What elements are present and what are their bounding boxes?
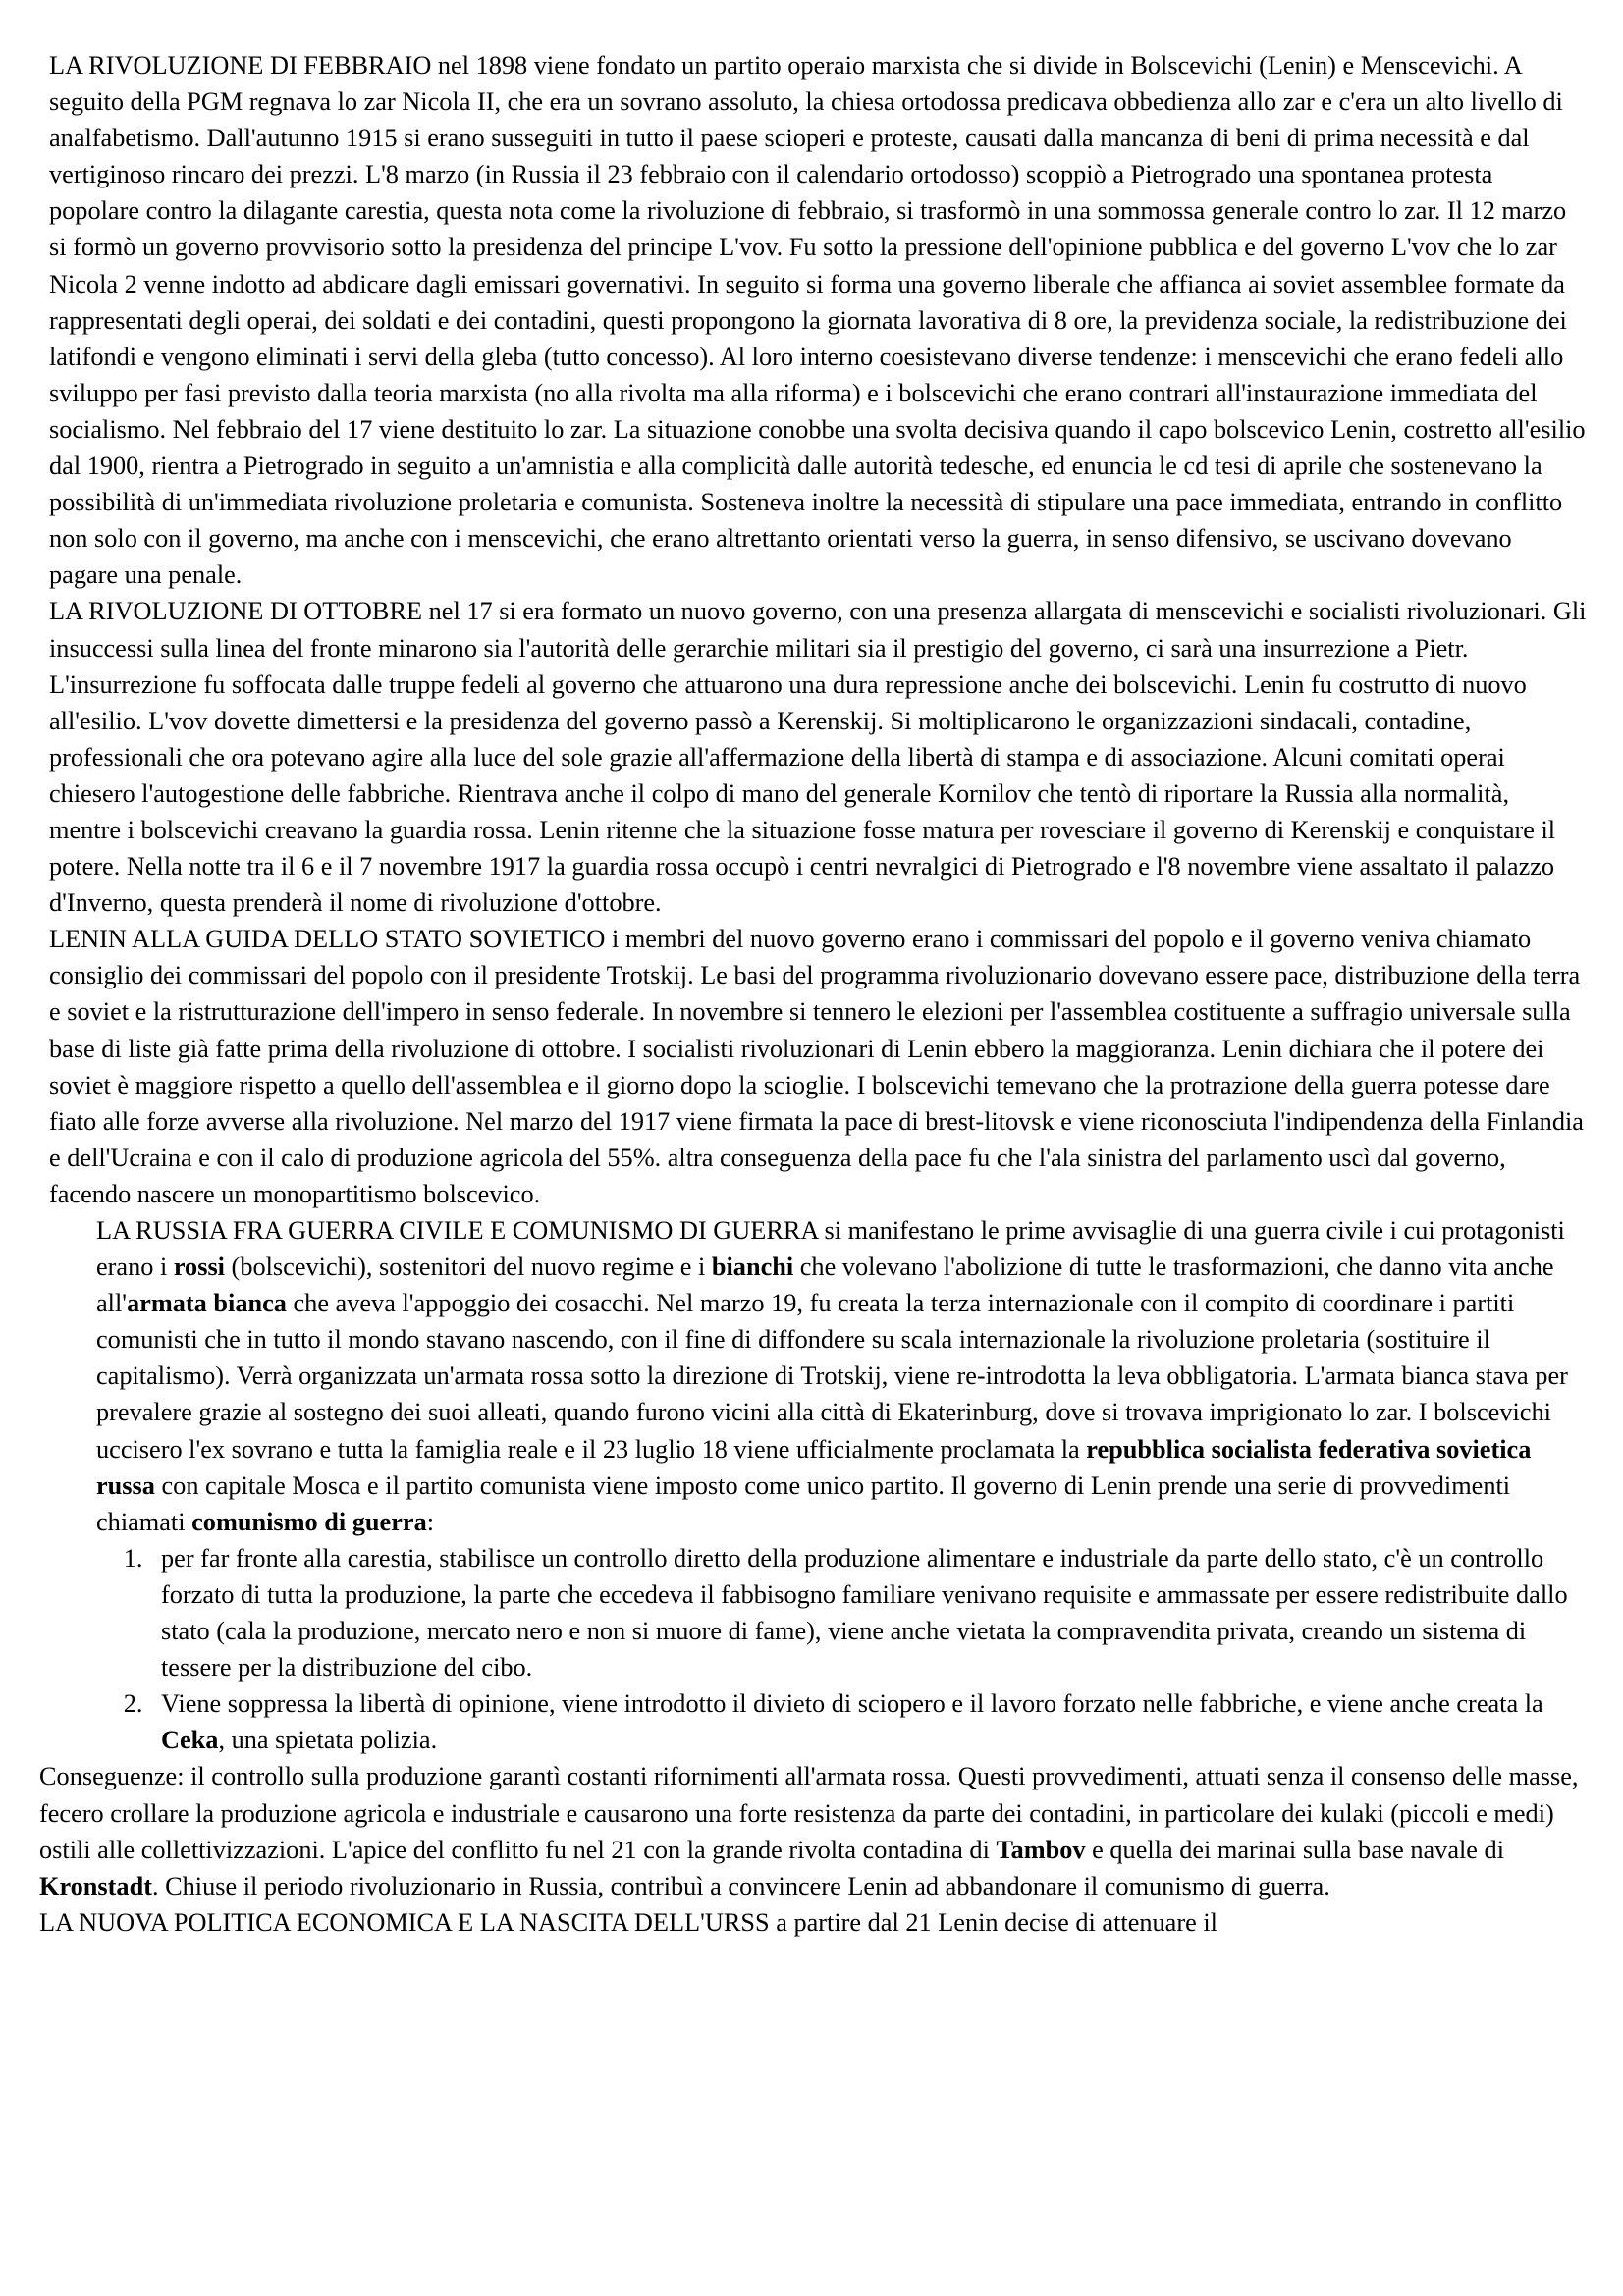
paragraph-lenin-stato-sovietico xyxy=(39,921,1587,1212)
text-run: per far fronte alla carestia, stabilisce un controllo diretto della produzione alimentare e industriale da parte dello stato, c'è un controllo forzato di tutta la produzione, la parte che eccedeva il fabbisogno familiare venivano requisite e ammassate per essere redistribuite dallo stato (cala la produzione, mercato nero e non si muore di fame), viene anche vietata la compravendita privata, creando un sistema di tessere per la distribuzione del cibo. xyxy=(161,1543,1568,1682)
paragraph-conseguenze xyxy=(39,1758,1587,1903)
bold-text-run: Kronstadt xyxy=(39,1871,152,1900)
comunismo-di-guerra-list xyxy=(39,1540,1587,1759)
document-page xyxy=(39,47,1587,1941)
bold-text-run: repubblica socialista federativa sovietica russa xyxy=(96,1434,1532,1500)
text-run: e quella dei marinai sulla base navale di xyxy=(1085,1835,1505,1864)
text-run: LA RUSSIA FRA GUERRA CIVILE E COMUNISMO DI GUERRA si manifestano le prime avvisaglie di una guerra civile i cui protagonisti erano i xyxy=(96,1216,1565,1282)
text-run: che volevano l'abolizione di tutte le trasformazioni, che danno vita anche all' xyxy=(96,1253,1554,1318)
list-item xyxy=(149,1540,1587,1685)
bold-text-run: Tambov xyxy=(996,1835,1086,1864)
text-run: LA NUOVA POLITICA ECONOMICA E LA NASCITA DELL'URSS a partire dal 21 Lenin decise di attenuare il xyxy=(39,1907,1217,1937)
text-run: che aveva l'appoggio dei cosacchi. Nel marzo 19, fu creata la terza internazionale con il compito di coordinare i partiti comunisti che in tutto il mondo stavano nascendo, con il fine di diffondere su scala internazionale la rivoluzione proletaria (sostituire il capitalismo). Verrà organizzata un'armata rossa sotto la direzione di Trotskij, viene re-introdotta la leva obbligatoria. L'armata bianca stava per prevalere grazie al sostegno dei suoi alleati, quando furono vicini alla città di Ekaterinburg, dove si trovava imprigionato lo zar. I bolscevichi uccisero l'ex sovrano e tutta la famiglia reale e il 23 luglio 18 viene ufficialmente proclamata la xyxy=(96,1289,1568,1464)
text-run: Viene soppressa la libertà di opinione, viene introdotto il divieto di sciopero e il lavoro forzato nelle fabbriche, e viene anche creata la xyxy=(161,1689,1543,1719)
paragraph-rivoluzione-ottobre xyxy=(39,593,1587,921)
list-item xyxy=(149,1685,1587,1758)
paragraph-nuova-politica-economica xyxy=(39,1904,1587,1941)
bold-text-run: comunismo di guerra xyxy=(191,1507,427,1536)
bold-text-run: bianchi xyxy=(711,1253,794,1282)
bold-text-run: armata bianca xyxy=(127,1289,287,1318)
text-run: . Chiuse il periodo rivoluzionario in Russia, contribuì a convincere Lenin ad abbandonare il comunismo di guerra. xyxy=(151,1871,1330,1900)
text-run: : xyxy=(426,1507,435,1536)
text-run: LA RIVOLUZIONE DI FEBBRAIO nel 1898 viene fondato un partito operaio marxista che si divide in Bolscevichi (Lenin) e Menscevichi. A seguito della PGM regnava lo zar Nicola II, che era un sovrano assoluto, la chiesa ortodossa predicava obbedienza allo zar e c'era un alto livello di analfabetismo. Dall'autunno 1915 si erano susseguiti in tutto il paese scioperi e proteste, causati dalla mancanza di beni di prima necessità e dal vertiginoso rincaro dei prezzi. L'8 marzo (in Russia il 23 febbraio con il calendario ortodosso) scoppiò a Pietrogrado una spontanea protesta popolare contro la dilagante carestia, questa nota come la rivoluzione di febbraio, si trasformò in una sommossa generale contro lo zar. Il 12 marzo si formò un governo provvisorio sotto la presidenza del principe L'vov. Fu sotto la pressione dell'opinione pubblica e del governo L'vov che lo zar Nicola 2 venne indotto ad abdicare dagli emissari governativi. In seguito si forma una governo liberale che affianca ai soviet assemblee formate da rappresentati degli operai, dei soldati e dei contadini, questi propongono la giornata lavorativa di 8 ore, la previdenza sociale, la redistribuzione dei latifondi e vengono eliminati i servi della gleba (tutto concesso). Al loro interno coesistevano diverse tendenze: i menscevichi che erano fedeli allo sviluppo per fasi previsto dalla teoria marxista (no alla rivolta ma alla riforma) e i bolscevichi che erano contrari all'instaurazione immediata del socialismo. Nel febbraio del 17 viene destituito lo zar. La situazione conobbe una svolta decisiva quando il capo bolscevico Lenin, costretto all'esilio dal 1900, rientra a Pietrogrado in seguito a un'amnistia e alla complicità dalle autorità tedesche, ed enuncia le cd tesi di aprile che sostenevano la possibilità di un'immediata rivoluzione proletaria e comunista. Sosteneva inoltre la necessità di stipulare una pace immediata, entrando in conflitto non solo con il governo, ma anche con i menscevichi, che erano altrettanto orientati verso la guerra, in senso difensivo, se uscivano dovevano pagare una penale. xyxy=(49,51,1586,590)
paragraph-guerra-civile xyxy=(39,1212,1587,1540)
text-run: LENIN ALLA GUIDA DELLO STATO SOVIETICO i membri del nuovo governo erano i commissari del popolo e il governo veniva chiamato consiglio dei commissari del popolo con il presidente Trotskij. Le basi del programma rivoluzionario dovevano essere pace, distribuzione della terra e soviet e la ristrutturazione dell'impero in senso federale. In novembre si tennero le elezioni per l'assemblea costituente a suffragio universale sulla base di liste già fatte prima della rivoluzione di ottobre. I socialisti rivoluzionari di Lenin ebbero la maggioranza. Lenin dichiara che il potere dei soviet è maggiore rispetto a quello dell'assemblea e il giorno dopo la scioglie. I bolscevichi temevano che la protrazione della guerra potesse dare fiato alle forze avverse alla rivoluzione. Nel marzo del 1917 viene firmata la pace di brest-litovsk e viene riconosciuta l'indipendenza della Finlandia e dell'Ucraina e con il calo di produzione agricola del 55%. altra conseguenza della pace fu che l'ala sinistra del parlamento uscì dal governo, facendo nascere un monopartitismo bolscevico. xyxy=(49,925,1584,1208)
paragraph-rivoluzione-febbraio xyxy=(39,47,1587,593)
bold-text-run: rossi xyxy=(173,1253,225,1282)
text-run: con capitale Mosca e il partito comunista viene imposto come unico partito. Il governo di Lenin prende una serie di provvedimenti chiamati xyxy=(96,1470,1511,1536)
text-run: (bolscevichi), sostenitori del nuovo regime e i xyxy=(224,1253,712,1282)
text-run: Conseguenze: il controllo sulla produzione garantì costanti rifornimenti all'armata rossa. Questi provvedimenti, attuati senza il consenso delle masse, fecero crollare la produzione agricola e industriale e causarono una forte resistenza da parte dei contadini, in particolare dei kulaki (piccoli e medi) ostili alle collettivizzazioni. L'apice del conflitto fu nel 21 con la grande rivolta contadina di xyxy=(39,1762,1579,1864)
bold-text-run: Ceka xyxy=(161,1726,219,1755)
text-run: , una spietata polizia. xyxy=(218,1726,438,1755)
text-run: LA RIVOLUZIONE DI OTTOBRE nel 17 si era formato un nuovo governo, con una presenza allargata di menscevichi e socialisti rivoluzionari. Gli insuccessi sulla linea del fronte minarono sia l'autorità delle gerarchie militari sia il prestigio del governo, ci sarà una insurrezione a Pietr. L'insurrezione fu soffocata dalle truppe fedeli al governo che attuarono una dura repressione anche dei bolscevichi. Lenin fu costrutto di nuovo all'esilio. L'vov dovette dimettersi e la presidenza del governo passò a Kerenskij. Si moltiplicarono le organizzazioni sindacali, contadine, professionali che ora potevano agire alla luce del sole grazie all'affermazione della libertà di stampa e di associazione. Alcuni comitati operai chiesero l'autogestione delle fabbriche. Rientrava anche il colpo di mano del generale Kornilov che tentò di riportare la Russia alla normalità, mentre i bolscevichi creavano la guardia rossa. Lenin ritenne che la situazione fosse matura per rovesciare il governo di Kerenskij e conquistare il potere. Nella notte tra il 6 e il 7 novembre 1917 la guardia rossa occupò i centri nevralgici di Pietrogrado e l'8 novembre viene assaltato il palazzo d'Inverno, questa prenderà il nome di rivoluzione d'ottobre. xyxy=(49,597,1587,918)
